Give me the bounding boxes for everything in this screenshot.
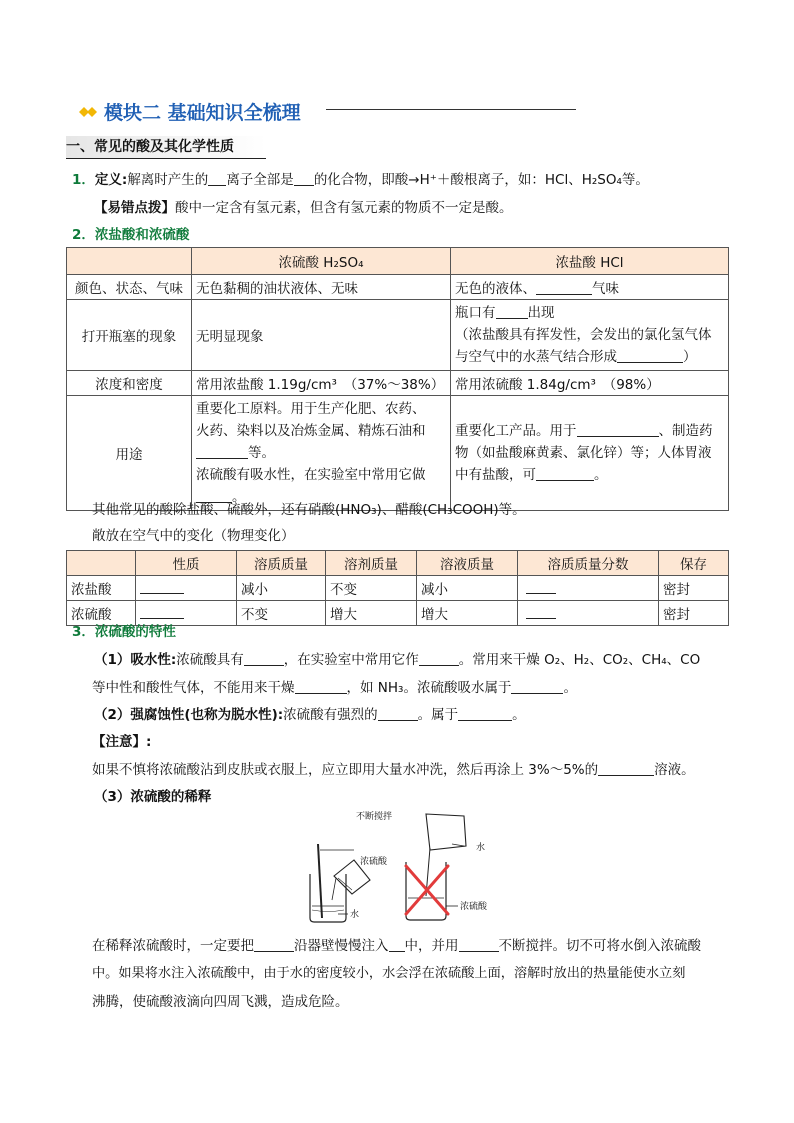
header-cell: 保存 <box>659 551 729 576</box>
tip-text: 酸中一定含有氢元素，但含有氢元素的物质不一定是酸。 <box>175 200 513 216</box>
title-rule <box>326 109 576 110</box>
definition-text-b: 离子全部是 <box>226 172 294 188</box>
definition-label: 定义: <box>94 172 128 188</box>
other-acids-note: 其他常见的酸除盐酸、硫酸外，还有硝酸(HNO₃)、醋酸(CH₃COOH)等。 <box>92 502 526 518</box>
answer-blank[interactable] <box>526 605 556 619</box>
header-cell: 溶质质量分数 <box>518 551 659 576</box>
answer-blank[interactable] <box>419 652 459 666</box>
table-cell: 密封 <box>659 576 729 601</box>
dilution-line-1: 在稀释浓硫酸时，一定要把 沿器壁慢慢注入 中，并用 不断搅拌。切不可将水倒入浓硫酸 <box>92 938 701 954</box>
answer-blank[interactable] <box>295 680 347 694</box>
section-heading: 一、常见的酸及其化学性质 <box>66 136 266 159</box>
paragraph-dilution-title: （3）浓硫酸的稀释 <box>94 789 212 805</box>
header-cell: 溶剂质量 <box>326 551 417 576</box>
label-acid-left: 浓硫酸 <box>360 857 388 867</box>
header-cell <box>67 248 192 275</box>
table-cell: 常用浓硫酸 1.84g/cm³ （98%） <box>451 371 729 396</box>
table-row <box>67 275 729 300</box>
table-row <box>67 300 729 371</box>
answer-blank[interactable] <box>378 707 418 721</box>
subsection-title: 2．浓盐酸和浓硫酸 <box>72 227 190 243</box>
header-cell: 浓硫酸 H₂SO₄ <box>192 248 451 275</box>
definition-text-c: 的化合物，即酸→H⁺＋酸根离子，如：HCl、H₂SO₄等。 <box>313 172 649 188</box>
definition-line <box>72 168 649 188</box>
table-cell: 常用浓盐酸 1.19g/cm³ （37%～38%） <box>192 371 451 396</box>
tip-line <box>94 196 513 216</box>
paragraph-absorbency: （1）吸水性:浓硫酸具有 ，在实验室中常用它作 。常用来干燥 O₂、H₂、CO₂、CH₄、CO <box>94 652 701 668</box>
module-title <box>78 98 301 125</box>
exposure-table <box>66 550 729 626</box>
table-cell: 不变 <box>237 601 326 626</box>
answer-blank[interactable] <box>140 580 184 594</box>
row-label: 浓度和密度 <box>67 371 192 396</box>
label-water-right: 水 <box>476 843 486 853</box>
acid-comparison-table <box>66 247 729 511</box>
table-cell: 重要化工原料。用于生产化肥、农药、 火药、染料以及冶炼金属、精炼石油和 等。 浓硫酸有吸水性，在实验室中常用它做 。 <box>192 396 451 511</box>
tip-label: 【易错点拨】 <box>94 200 175 216</box>
answer-blank[interactable] <box>140 605 184 619</box>
item-number: 1． <box>72 172 95 188</box>
header-cell: 溶液质量 <box>417 551 518 576</box>
answer-blank[interactable] <box>536 467 594 481</box>
table-row <box>67 371 729 396</box>
beaker-icon <box>310 874 346 922</box>
answer-blank[interactable] <box>511 680 563 694</box>
table-cell: 不变 <box>326 576 417 601</box>
label-water-left: 水 <box>350 910 360 920</box>
double-diamond-icon <box>78 104 100 120</box>
table-cell: 减小 <box>237 576 326 601</box>
header-cell <box>67 551 136 576</box>
answer-blank[interactable] <box>208 172 226 186</box>
wrong-cross-icon <box>406 866 448 914</box>
row-label: 用途 <box>67 396 192 511</box>
table-cell: 增大 <box>326 601 417 626</box>
table-cell: 重要化工产品。用于 、制造药 物（如盐酸麻黄素、氯化锌）等；人体胃液 中有盐酸，可 。 <box>451 396 729 511</box>
dilution-line-2: 中。如果将水注入浓硫酸中，由于水的密度较小，水会浮在浓硫酸上面，溶解时放出的热量能使水立刻 <box>92 966 686 981</box>
pouring-beaker-icon <box>426 814 466 850</box>
row-label: 打开瓶塞的现象 <box>67 300 192 371</box>
label-acid-right: 浓硫酸 <box>460 902 488 912</box>
table-cell: 瓶口有 出现 （浓盐酸具有挥发性，会发出的氯化氢气体 与空气中的水蒸气结合形成 ） <box>451 300 729 371</box>
row-label: 浓盐酸 <box>67 576 136 601</box>
table-cell <box>136 576 237 601</box>
subsection-title: 3．浓硫酸的特性 <box>72 624 176 640</box>
answer-blank[interactable] <box>458 707 512 721</box>
answer-blank[interactable] <box>254 938 294 952</box>
answer-blank[interactable] <box>459 938 499 952</box>
stirring-rod-icon <box>318 844 322 918</box>
dilution-figure <box>296 806 496 926</box>
table-cell: 密封 <box>659 601 729 626</box>
definition-text-a: 解离时产生的 <box>127 172 209 188</box>
answer-blank[interactable] <box>536 281 592 295</box>
answer-blank[interactable] <box>617 349 683 363</box>
answer-blank[interactable] <box>577 423 659 437</box>
answer-blank[interactable] <box>496 305 528 319</box>
table-row <box>67 396 729 511</box>
answer-blank[interactable] <box>294 172 314 186</box>
table-cell <box>518 601 659 626</box>
dilution-line-3: 沸腾，使硫酸液滴向四周飞溅，造成危险。 <box>92 994 349 1010</box>
answer-blank[interactable] <box>598 762 654 776</box>
header-cell: 溶质质量 <box>237 551 326 576</box>
label-stir: 不断搅拌 <box>356 812 393 822</box>
row-label: 浓硫酸 <box>67 601 136 626</box>
answer-blank[interactable] <box>526 580 556 594</box>
table-row <box>67 576 729 601</box>
answer-blank[interactable] <box>389 938 405 952</box>
header-cell: 性质 <box>136 551 237 576</box>
paragraph-absorbency-cont: 等中性和酸性气体，不能用来干燥 ，如 NH₃。浓硫酸吸水属于 。 <box>92 680 577 696</box>
table-header-row <box>67 551 729 576</box>
note-text: 如果不慎将浓硫酸沾到皮肤或衣服上，应立即用大量水冲洗，然后再涂上 3%～5%的 溶液。 <box>92 762 695 778</box>
exposed-note: 敞放在空气中的变化（物理变化） <box>92 528 295 544</box>
row-label: 颜色、状态、气味 <box>67 275 192 300</box>
module-title-text: 模块二 基础知识全梳理 <box>104 102 301 124</box>
note-label: 【注意】: <box>92 734 152 750</box>
answer-blank[interactable] <box>196 445 248 459</box>
table-header-row <box>67 248 729 275</box>
answer-blank[interactable] <box>244 652 284 666</box>
paragraph-corrosive: （2）强腐蚀性(也称为脱水性):浓硫酸有强烈的 。属于 。 <box>94 707 526 723</box>
table-cell: 无明显现象 <box>192 300 451 371</box>
table-cell: 增大 <box>417 601 518 626</box>
table-cell: 无色黏稠的油状液体、无味 <box>192 275 451 300</box>
table-cell: 减小 <box>417 576 518 601</box>
table-cell <box>518 576 659 601</box>
table-cell: 无色的液体、 气味 <box>451 275 729 300</box>
header-cell: 浓盐酸 HCl <box>451 248 729 275</box>
